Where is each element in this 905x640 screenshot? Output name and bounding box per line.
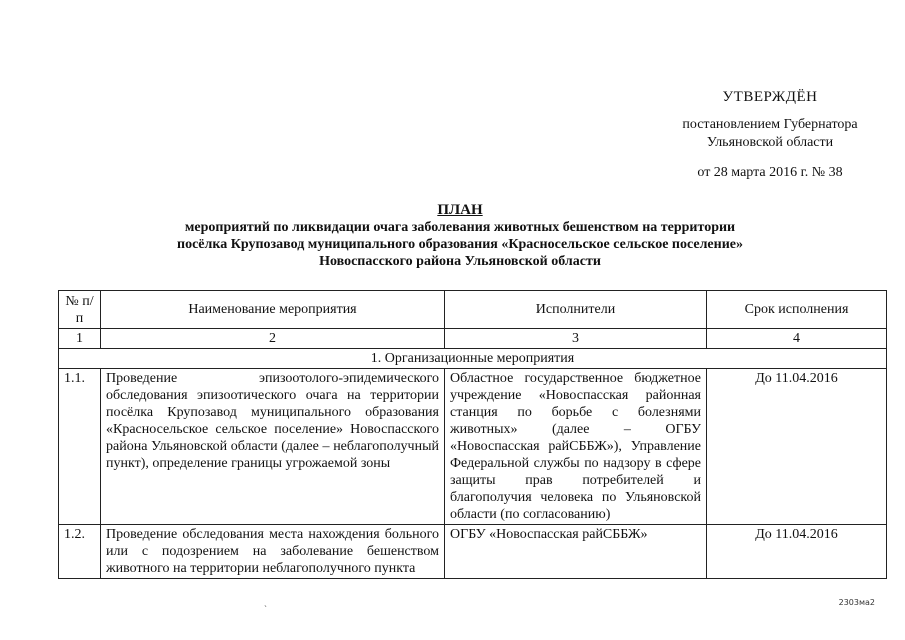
col-number: 3 [445, 329, 707, 349]
header-num: № п/п [59, 291, 101, 329]
column-number-row [59, 329, 887, 349]
plan-title-line-1: мероприятий по ликвидации очага заболевания животных бешенством на территории [184, 220, 736, 235]
plan-title-line-2: посёлка Крупозавод муниципального образования «Красносельское сельское поселение» [177, 237, 743, 252]
row-number: 1.2. [59, 525, 101, 579]
stray-mark: ` [264, 604, 267, 614]
col-number: 4 [707, 329, 887, 349]
row-activity: Проведение эпизоотолого-эпидемического обследования эпизоотического очага на территории посёлка Крупозавод муниципального образования «Красносельское сельское поселение» Новоспасского района Ульяновской области (далее – неблагополучный пункт), определение границы угрожаемой зоны [101, 369, 445, 525]
row-activity: Проведение обследования места нахождения больного или с подозрением на заболевание бешенством животного на территории неблагополучного пункта [101, 525, 445, 579]
approval-title: УТВЕРЖДЁН [722, 89, 818, 105]
plan-title-line-3: Новоспасского района Ульяновской области [319, 254, 601, 269]
row-deadline: До 11.04.2016 [707, 369, 887, 525]
section-title: 1. Организационные мероприятия [59, 349, 887, 369]
col-number: 2 [101, 329, 445, 349]
row-number: 1.1. [59, 369, 101, 525]
approval-line-1: постановлением Губернатора [682, 117, 858, 132]
row-executors: ОГБУ «Новоспасская райСББЖ» [445, 525, 707, 579]
col-number: 1 [59, 329, 101, 349]
header-executors: Исполнители [445, 291, 707, 329]
plan-table [58, 290, 887, 579]
approval-line-2: Ульяновской области [706, 135, 834, 150]
table-header-row [59, 291, 887, 329]
document-stamp: 2303ма2 [838, 598, 875, 607]
row-executors: Областное государственное бюджетное учреждение «Новоспасская районная станция по борьбе с болезнями животных» (далее – ОГБУ «Новоспасская райСББЖ»), Управление Федеральной службы по надзору в сфере защиты прав потребителей и благополучия человека по Ульяновской области (по согласованию) [445, 369, 707, 525]
plan-title [120, 202, 800, 270]
section-row [59, 349, 887, 369]
row-deadline: До 11.04.2016 [707, 525, 887, 579]
header-name: Наименование мероприятия [101, 291, 445, 329]
header-deadline: Срок исполнения [707, 291, 887, 329]
approval-decree: от 28 марта 2016 г. № 38 [697, 165, 843, 180]
plan-heading: ПЛАН [437, 202, 483, 218]
table-row [59, 369, 887, 525]
approval-block [640, 88, 900, 182]
table-row [59, 525, 887, 579]
